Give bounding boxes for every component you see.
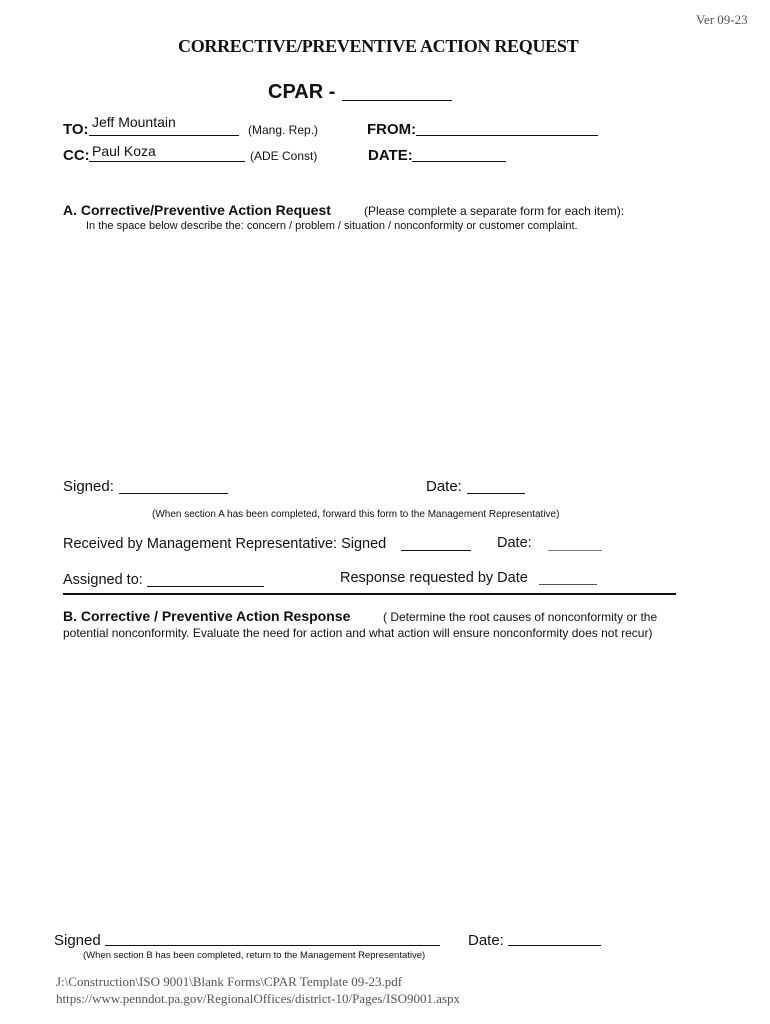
section-a-date-label: Date: <box>426 478 462 495</box>
assigned-field[interactable] <box>147 586 264 587</box>
version-label: Ver 09-23 <box>696 12 748 27</box>
footer-url: https://www.penndot.pa.gov/RegionalOffices/district-10/Pages/ISO9001.aspx <box>56 991 461 1006</box>
section-a-heading-note: (Please complete a separate form for each item): <box>364 204 625 218</box>
to-field[interactable] <box>89 135 239 136</box>
return-note: (When section B has been completed, return to the Management Representative) <box>83 950 426 961</box>
cc-field[interactable] <box>89 161 245 162</box>
section-a-heading: A. Corrective/Preventive Action Request <box>63 202 331 218</box>
assigned-label: Assigned to: <box>63 572 143 588</box>
section-b-instruction: potential nonconformity. Evaluate the need for action and what action will ensure nonconformity does not recur) <box>63 626 653 640</box>
to-value: Jeff Mountain <box>92 114 176 130</box>
received-signed-field[interactable] <box>401 550 471 551</box>
footer-file-path: J:\Construction\ISO 9001\Blank Forms\CPAR Template 09-23.pdf <box>56 974 403 989</box>
section-a-signed-field[interactable] <box>119 493 228 494</box>
section-b-date-field[interactable] <box>508 945 601 946</box>
response-date-field[interactable] <box>539 584 597 585</box>
response-requested-label: Response requested by Date <box>340 570 528 586</box>
date-field[interactable] <box>412 161 506 162</box>
section-a-instruction: In the space below describe the: concern / problem / situation / nonconformity or customer complaint. <box>86 220 578 232</box>
to-note: (Mang. Rep.) <box>248 123 319 137</box>
date-label: DATE: <box>368 147 413 164</box>
section-a-date-field[interactable] <box>467 493 525 494</box>
cc-note: (ADE Const) <box>250 149 318 163</box>
cc-label: CC: <box>63 147 90 164</box>
section-b-signed-label: Signed <box>54 932 101 949</box>
cc-value: Paul Koza <box>92 143 156 159</box>
to-label: TO: <box>63 121 89 138</box>
section-b-response-area[interactable] <box>63 648 673 918</box>
section-b-heading-note: ( Determine the root causes of nonconformity or the <box>383 610 658 624</box>
cpar-number-field[interactable] <box>342 100 452 101</box>
received-date-field[interactable] <box>548 550 602 551</box>
section-b-heading: B. Corrective / Preventive Action Response <box>63 608 351 624</box>
form-title: CORRECTIVE/PREVENTIVE ACTION REQUEST <box>178 36 579 56</box>
section-a-description-area[interactable] <box>63 240 673 465</box>
forward-note: (When section A has been completed, forward this form to the Management Representative) <box>152 509 560 520</box>
section-divider <box>63 593 676 595</box>
received-date-label: Date: <box>497 535 532 551</box>
section-b-signed-field[interactable] <box>105 945 440 946</box>
from-field[interactable] <box>416 135 598 136</box>
cpar-label: CPAR - <box>268 81 336 103</box>
section-a-signed-label: Signed: <box>63 478 114 495</box>
received-label: Received by Management Representative: Signed <box>63 536 387 552</box>
from-label: FROM: <box>367 121 417 138</box>
section-b-date-label: Date: <box>468 932 504 949</box>
